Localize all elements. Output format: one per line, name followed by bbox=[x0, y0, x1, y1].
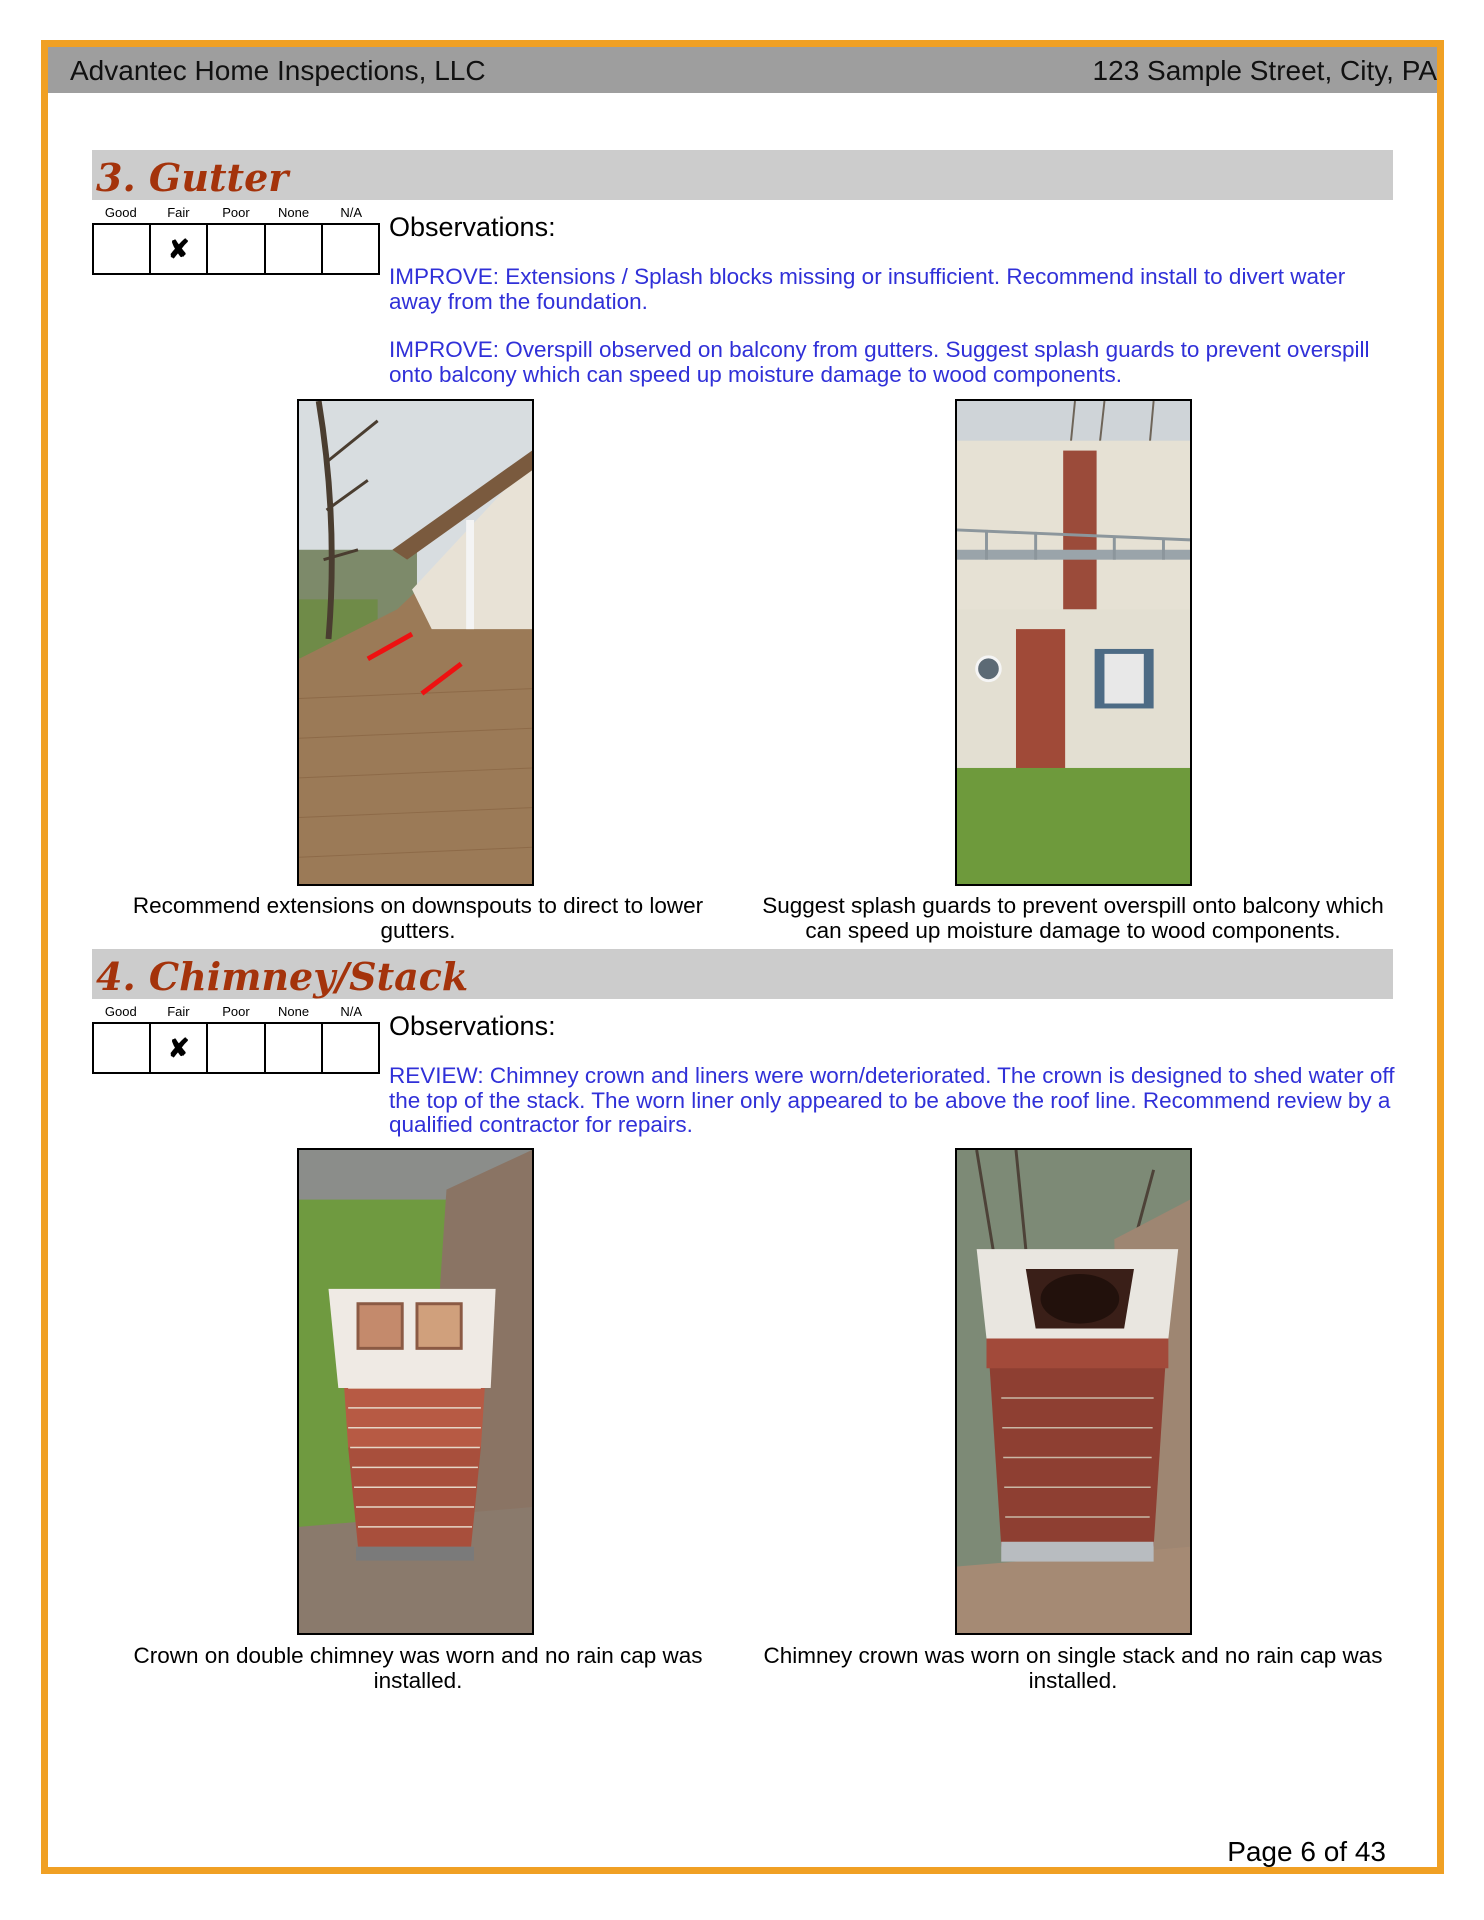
photo-double-chimney bbox=[297, 1148, 534, 1635]
rating-label-none: None bbox=[278, 1004, 310, 1019]
rating-box-none bbox=[266, 1024, 323, 1072]
rating-label-good: Good bbox=[104, 205, 137, 220]
section-title-chimney: 4. Chimney/Stack bbox=[96, 954, 469, 999]
rating-box-na bbox=[323, 225, 378, 273]
rating-boxes bbox=[92, 1022, 380, 1074]
rating-label-none: None bbox=[278, 205, 310, 220]
report-header-bar bbox=[48, 47, 1437, 93]
rating-gutter bbox=[92, 205, 380, 275]
rating-box-fair: ✘ bbox=[151, 1024, 208, 1072]
photo-single-stack bbox=[955, 1148, 1192, 1635]
observation-item: REVIEW: Chimney crown and liners were worn/deteriorated. The crown is designed to shed water off the top of the stack. The worn liner only appeared to be above the roof line. Recommend review by a qualified contractor for repairs. bbox=[389, 1063, 1395, 1137]
photo-caption: Suggest splash guards to prevent overspill onto balcony which can speed up moisture damage to wood components. bbox=[762, 893, 1384, 943]
rating-box-poor bbox=[208, 225, 265, 273]
rating-label-fair: Fair bbox=[167, 1004, 190, 1019]
observations-heading: Observations: bbox=[389, 1011, 556, 1041]
page-number: Page 6 of 43 bbox=[1227, 1836, 1386, 1867]
rating-label-na: N/A bbox=[340, 205, 362, 220]
section-title-gutter: 3. Gutter bbox=[96, 155, 289, 200]
observation-item: IMPROVE: Overspill observed on balcony from gutters. Suggest splash guards to prevent overspill onto balcony which can speed up moisture damage to wood components. bbox=[389, 337, 1370, 387]
rating-label-good: Good bbox=[104, 1004, 137, 1019]
photo-roof-downspout bbox=[297, 399, 534, 886]
rating-label-na: N/A bbox=[340, 1004, 362, 1019]
photo-caption: Chimney crown was worn on single stack and no rain cap was installed. bbox=[763, 1643, 1383, 1693]
rating-box-good bbox=[94, 1024, 151, 1072]
property-address: 123 Sample Street, City, PA bbox=[1092, 55, 1437, 86]
photo-balcony bbox=[955, 399, 1192, 886]
rating-box-poor bbox=[208, 1024, 265, 1072]
photo-caption: Recommend extensions on downspouts to direct to lower gutters. bbox=[132, 893, 704, 943]
company-name: Advantec Home Inspections, LLC bbox=[70, 55, 486, 86]
rating-label-poor: Poor bbox=[222, 205, 250, 220]
rating-box-good bbox=[94, 225, 151, 273]
rating-box-none bbox=[266, 225, 323, 273]
rating-labels bbox=[92, 205, 380, 223]
observations-heading: Observations: bbox=[389, 212, 556, 242]
rating-chimney bbox=[92, 1004, 380, 1074]
rating-box-fair: ✘ bbox=[151, 225, 208, 273]
observation-item: IMPROVE: Extensions / Splash blocks missing or insufficient. Recommend install to divert water away from the foundation. bbox=[389, 264, 1346, 314]
photo-caption: Crown on double chimney was worn and no rain cap was installed. bbox=[133, 1643, 703, 1693]
rating-label-poor: Poor bbox=[222, 1004, 250, 1019]
rating-labels bbox=[92, 1004, 380, 1022]
rating-boxes bbox=[92, 223, 380, 275]
rating-box-na bbox=[323, 1024, 378, 1072]
rating-label-fair: Fair bbox=[167, 205, 190, 220]
